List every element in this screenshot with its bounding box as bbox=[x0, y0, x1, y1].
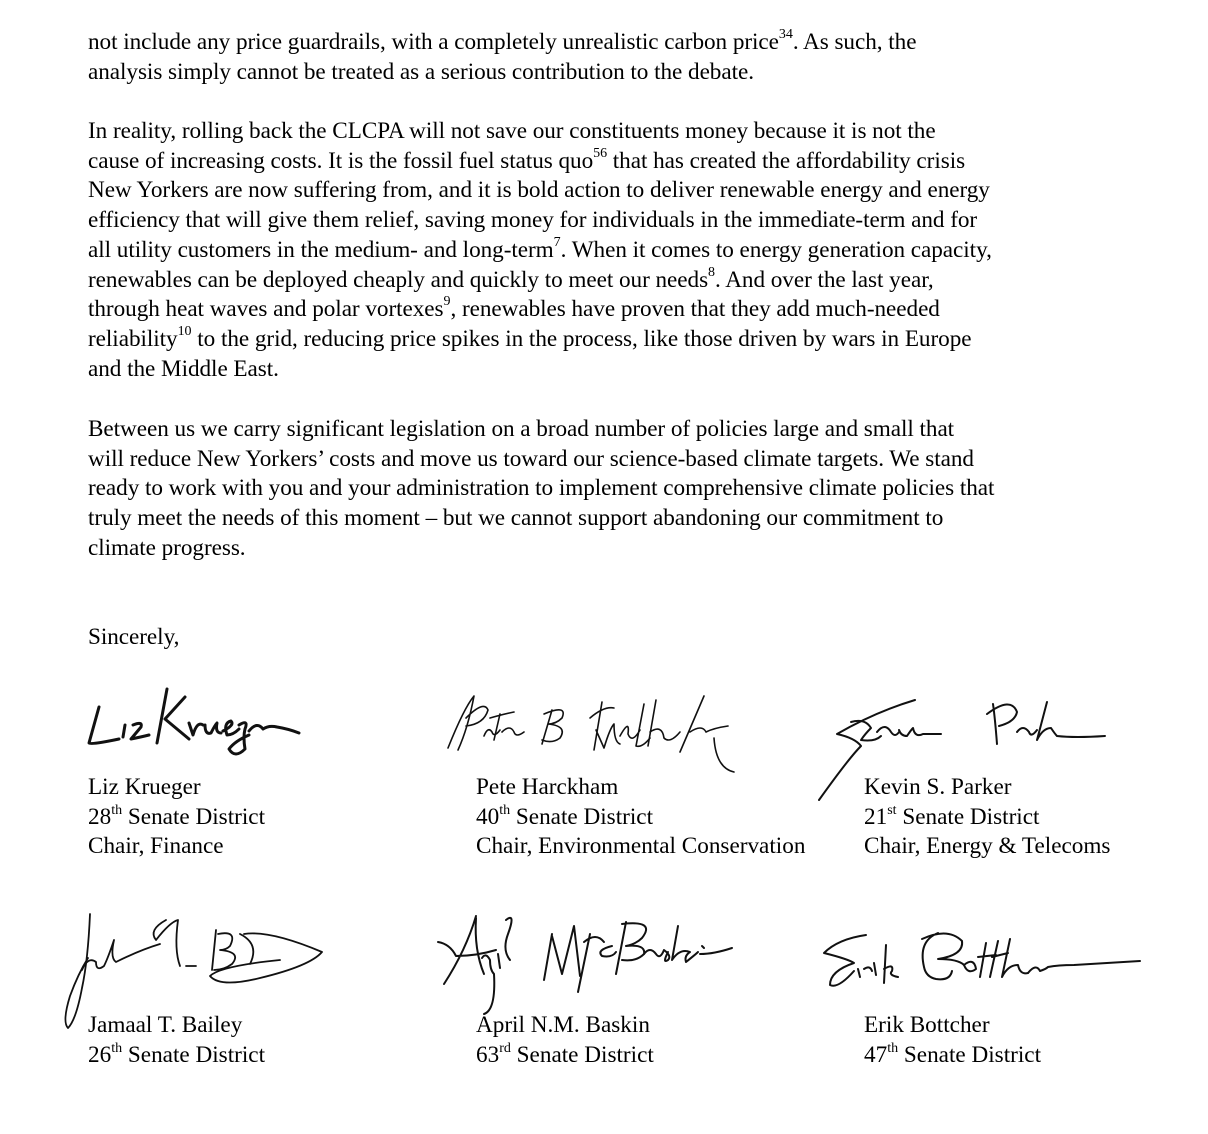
text-run: New Yorkers are now suffering from, and it is bold action to deliver renewable energy and energy bbox=[88, 177, 990, 204]
body-line bbox=[88, 28, 916, 58]
text-run: truly meet the needs of this moment – but we cannot support abandoning our commitment to bbox=[88, 505, 944, 532]
body-line bbox=[88, 206, 977, 236]
body-line bbox=[88, 176, 990, 206]
signatory-bottcher bbox=[864, 1011, 1041, 1070]
text-run: Between us we carry significant legislation on a broad number of policies large and small that bbox=[88, 416, 955, 442]
signature-bailey bbox=[60, 900, 340, 1035]
signatory-district: 47th Senate District bbox=[864, 1040, 1042, 1068]
body-line bbox=[88, 266, 934, 296]
signatory-name: Erik Bottcher bbox=[864, 1012, 990, 1038]
text-run: climate progress. bbox=[88, 534, 246, 561]
text-run: will reduce New Yorkers’ costs and move us toward our science-based climate targets. We stand bbox=[88, 445, 974, 472]
body-line bbox=[88, 445, 974, 475]
signatory-district: 21st Senate District bbox=[864, 802, 1040, 830]
signature-baskin bbox=[436, 910, 756, 1020]
text-run: . As such, the bbox=[792, 29, 917, 55]
signatory-district: 26th Senate District bbox=[88, 1040, 266, 1068]
text-run: reliability bbox=[88, 325, 178, 352]
signature-krueger bbox=[85, 685, 305, 765]
text-run: In reality, rolling back the CLCPA will not save our constituents money because it is not the bbox=[88, 118, 936, 144]
text-run: cause of increasing costs. It is the fossil fuel status quo bbox=[88, 147, 594, 174]
text-run: efficiency that will give them relief, saving money for individuals in the immediate-term and for bbox=[88, 207, 978, 234]
body-line bbox=[88, 474, 994, 504]
body-line bbox=[88, 147, 965, 177]
signature-bottcher bbox=[818, 925, 1148, 1005]
signatory-name: Jamaal T. Bailey bbox=[88, 1012, 243, 1038]
text-run: renewables can be deployed cheaply and quickly to meet our needs bbox=[88, 266, 709, 293]
text-run: to the grid, reducing price spikes in the process, like those driven by wars in Europe bbox=[191, 325, 972, 352]
signatory-name: Pete Harckham bbox=[476, 774, 619, 800]
text-run: and the Middle East. bbox=[88, 355, 279, 382]
text-run: all utility customers in the medium- and long-term bbox=[88, 236, 554, 263]
body-line bbox=[88, 534, 246, 564]
footnote-ref: 10 bbox=[177, 324, 192, 340]
signatory-role: Chair, Energy & Telecoms bbox=[864, 833, 1111, 860]
body-line bbox=[88, 295, 940, 325]
signatory-name: April N.M. Baskin bbox=[476, 1012, 650, 1038]
signatory-name: Kevin S. Parker bbox=[864, 774, 1012, 800]
footnote-ref: 8 bbox=[708, 264, 715, 280]
closing: Sincerely, bbox=[88, 624, 180, 650]
signatory-role: Chair, Environmental Conservation bbox=[476, 833, 806, 860]
body-line bbox=[88, 355, 279, 385]
text-run: ready to work with you and your administration to implement comprehensive climate policies that bbox=[88, 475, 995, 502]
signatory-district: 28th Senate District bbox=[88, 802, 266, 830]
signatory-role: Chair, Finance bbox=[88, 833, 224, 860]
body-line bbox=[88, 236, 992, 266]
body-line bbox=[88, 58, 754, 88]
signatory-name: Liz Krueger bbox=[88, 774, 201, 800]
text-run: , renewables have proven that they add much-needed bbox=[450, 296, 940, 323]
footnote-ref: 9 bbox=[443, 294, 451, 310]
text-run: analysis simply cannot be treated as a serious contribution to the debate. bbox=[88, 58, 754, 85]
signature-harckham bbox=[444, 688, 744, 780]
body-line bbox=[88, 117, 936, 147]
text-run: . And over the last year, bbox=[715, 266, 934, 293]
footnote-ref: 56 bbox=[593, 145, 608, 161]
signatory-district: 63rd Senate District bbox=[476, 1040, 654, 1068]
text-run: . When it comes to energy generation capacity, bbox=[560, 236, 992, 263]
signatory-harckham bbox=[476, 773, 805, 862]
text-run: that has created the affordability crisis bbox=[607, 147, 966, 174]
text-run: through heat waves and polar vortexes bbox=[88, 296, 444, 323]
body-line bbox=[88, 415, 954, 445]
footnote-ref: 7 bbox=[553, 235, 561, 251]
signatory-district: 40th Senate District bbox=[476, 802, 654, 830]
footnote-ref: 34 bbox=[778, 27, 793, 43]
text-run: not include any price guardrails, with a completely unrealistic carbon price bbox=[88, 29, 779, 55]
body-line bbox=[88, 504, 943, 534]
signature-parker bbox=[815, 688, 1115, 808]
signatory-krueger bbox=[88, 773, 265, 862]
body-line bbox=[88, 325, 971, 355]
